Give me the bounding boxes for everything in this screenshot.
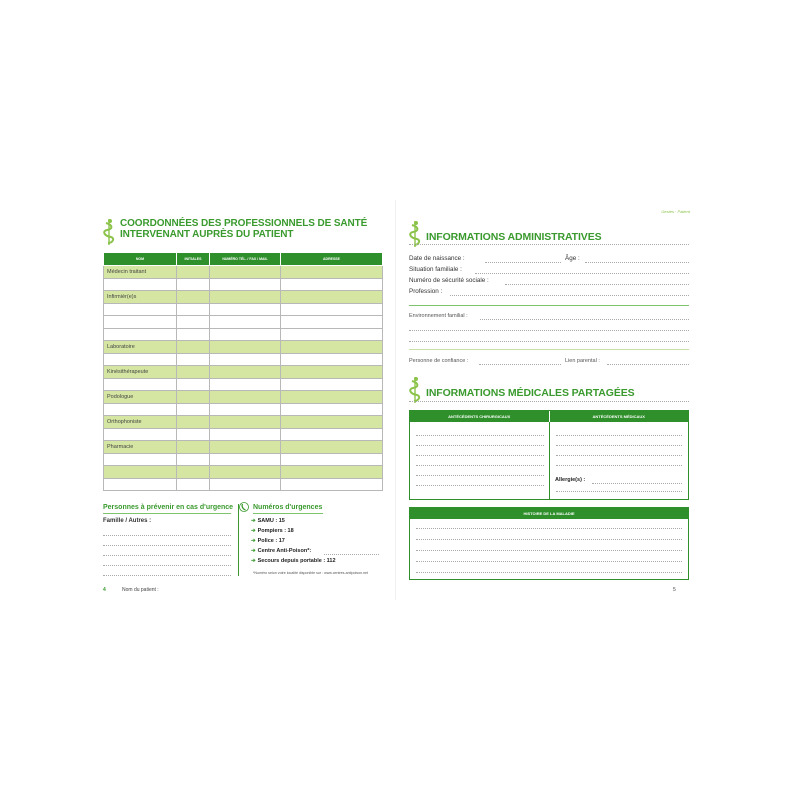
antecedents-box [409,410,689,500]
cell-initiales [177,403,210,416]
professionals-table [103,252,383,491]
cell-initiales [177,466,210,479]
birth-label: Date de naissance : [409,255,465,262]
cell-adresse [281,428,383,441]
history-box [409,507,689,580]
emergency-item: ➔ Secours depuis portable : 112 [251,558,336,564]
cell-adresse [281,478,383,491]
cell-nom: Pharmacie [104,441,177,454]
cell-initiales [177,416,210,429]
environment-separator [409,349,689,350]
col-header-tel: NUMÉRO TÉL. / FAX / MAIL [210,253,281,266]
emergency-item: ➔ Police : 17 [251,538,285,544]
family-status-label: Situation familiale : [409,266,462,273]
history-line [416,561,682,562]
table-row [104,378,383,391]
table-row [104,478,383,491]
family-line-3 [103,555,231,556]
caduceus-icon [103,218,116,246]
profession-line [450,295,689,296]
cell-tel [210,341,281,354]
cell-adresse [281,403,383,416]
cell-tel [210,378,281,391]
cell-tel [210,478,281,491]
cell-adresse [281,316,383,329]
antecedents-divider [549,422,550,499]
allergies-line [592,483,682,484]
col-header-adresse: ADRESSE [281,253,383,266]
history-line [416,528,682,529]
cell-nom [104,353,177,366]
emergency-title: Numéros d'urgences [253,504,323,511]
cell-nom [104,466,177,479]
cell-adresse [281,328,383,341]
emergency-footnote: *Numéro selon votre localité disponible sur : www.centres-antipoison.net [253,571,369,575]
cell-tel [210,428,281,441]
cell-tel [210,466,281,479]
profession-label: Profession : [409,288,443,295]
cell-nom [104,453,177,466]
cell-adresse [281,441,383,454]
surgical-line [416,475,544,476]
cell-nom [104,428,177,441]
cell-adresse [281,303,383,316]
emergency-divider [238,504,239,576]
cell-tel [210,366,281,379]
antipoison-line [324,554,379,555]
cell-adresse [281,378,383,391]
cell-tel [210,316,281,329]
surgical-line [416,465,544,466]
cell-adresse [281,416,383,429]
cell-adresse [281,466,383,479]
ssn-label: Numéro de sécurité sociale : [409,277,489,284]
environment-label: Environnement familial : [409,313,468,319]
contacts-underline [103,513,231,514]
cell-nom: Infirmièr(e)s [104,291,177,304]
surgical-header: ANTÉCÉDENTS CHIRURGICAUX [410,411,550,422]
age-label: Âge : [565,255,580,262]
cell-initiales [177,391,210,404]
allergies-line [556,491,682,492]
cell-nom: Orthophoniste [104,416,177,429]
surgical-line [416,455,544,456]
medical-line [556,445,682,446]
cell-initiales [177,478,210,491]
table-row [104,278,383,291]
surgical-line [416,485,544,486]
page-number-right: 5 [673,587,676,593]
cell-nom [104,403,177,416]
cell-initiales [177,341,210,354]
trusted-person-label: Personne de confiance : [409,358,469,364]
family-line-1 [103,535,231,536]
cell-adresse [281,353,383,366]
cell-tel [210,291,281,304]
cell-adresse [281,453,383,466]
history-line [416,539,682,540]
arrow-right-icon: ➔ [251,548,256,554]
cell-nom [104,328,177,341]
page-spine [395,200,396,600]
cell-initiales [177,291,210,304]
cell-tel [210,303,281,316]
relation-label: Lien parental : [565,358,600,364]
table-header-row [104,253,383,266]
admin-separator [409,305,689,306]
ssn-line [505,284,689,285]
right-page [405,200,695,600]
medical-section-title [409,376,635,404]
patient-name-label: Nom du patient : [122,587,159,593]
medical-line [556,465,682,466]
cell-adresse [281,366,383,379]
table-row [104,266,383,279]
medical-line [556,455,682,456]
cell-adresse [281,278,383,291]
emergency-underline [253,513,323,514]
surgical-line [416,445,544,446]
table-row [104,291,383,304]
phone-icon [239,501,249,513]
table-row [104,366,383,379]
cell-initiales [177,378,210,391]
surgical-line [416,435,544,436]
birth-line [485,262,561,263]
arrow-right-icon: ➔ [251,538,256,544]
trusted-person-line [479,364,561,365]
cell-tel [210,453,281,466]
table-row [104,353,383,366]
cell-adresse [281,341,383,354]
family-label: Famille / Autres : [103,518,152,524]
cell-initiales [177,328,210,341]
table-row [104,453,383,466]
table-row [104,428,383,441]
cell-initiales [177,266,210,279]
contacts-title: Personnes à prévenir en cas d'urgence [103,504,234,511]
table-row [104,303,383,316]
cell-tel [210,441,281,454]
cell-adresse [281,266,383,279]
cell-tel [210,266,281,279]
environment-line-1 [480,319,689,320]
allergies-label: Allergie(s) : [555,477,586,483]
table-row [104,316,383,329]
title-line-1: COORDONNÉES DES PROFESSIONNELS DE SANTÉ [120,218,368,229]
cell-nom [104,316,177,329]
cell-initiales [177,366,210,379]
cell-adresse [281,291,383,304]
cell-initiales [177,278,210,291]
professionals-section-title [103,218,367,246]
cell-tel [210,403,281,416]
age-line [585,262,689,263]
emergency-item: ➔ SAMU : 15 [251,518,285,524]
header-tag: Gestes · Patient [661,209,690,214]
environment-line-2 [409,330,689,331]
admin-title-rule [409,244,689,245]
table-row [104,416,383,429]
arrow-right-icon: ➔ [251,558,256,564]
environment-line-3 [409,341,689,342]
cell-nom: Podologue [104,391,177,404]
relation-line [607,364,689,365]
cell-nom [104,378,177,391]
cell-tel [210,353,281,366]
cell-initiales [177,316,210,329]
family-line-5 [103,575,231,576]
table-row [104,391,383,404]
left-page [98,200,388,600]
page-number-left: 4 [103,587,106,593]
family-status-line [475,273,689,274]
table-row [104,328,383,341]
medical-title-rule [409,401,689,402]
family-line-2 [103,545,231,546]
admin-title: INFORMATIONS ADMINISTRATIVES [426,231,602,243]
history-line [416,550,682,551]
cell-initiales [177,353,210,366]
table-row [104,466,383,479]
history-line [416,572,682,573]
caduceus-icon [409,376,422,404]
emergency-item: ➔ Pompiers : 18 [251,528,294,534]
cell-tel [210,416,281,429]
cell-nom [104,478,177,491]
emergency-item: ➔ Centre Anti-Poison*: [251,548,312,554]
cell-adresse [281,391,383,404]
cell-tel [210,328,281,341]
cell-nom: Laboratoire [104,341,177,354]
cell-nom [104,278,177,291]
cell-initiales [177,453,210,466]
arrow-right-icon: ➔ [251,528,256,534]
family-line-4 [103,565,231,566]
cell-tel [210,391,281,404]
history-header: HISTOIRE DE LA MALADIE [410,508,688,519]
cell-tel [210,278,281,291]
table-row [104,403,383,416]
title-line-2: INTERVENANT AUPRÈS DU PATIENT [120,229,294,240]
table-row [104,441,383,454]
medical-title: INFORMATIONS MÉDICALES PARTAGÉES [426,387,635,399]
cell-initiales [177,441,210,454]
col-header-nom: NOM [104,253,177,266]
col-header-initiales: INITIALES [177,253,210,266]
cell-nom [104,303,177,316]
cell-nom: Médecin traitant [104,266,177,279]
table-row [104,341,383,354]
cell-initiales [177,303,210,316]
cell-initiales [177,428,210,441]
cell-nom: Kinésithérapeute [104,366,177,379]
medical-line [556,435,682,436]
medical-header: ANTÉCÉDENTS MÉDICAUX [550,411,689,422]
arrow-right-icon: ➔ [251,518,256,524]
